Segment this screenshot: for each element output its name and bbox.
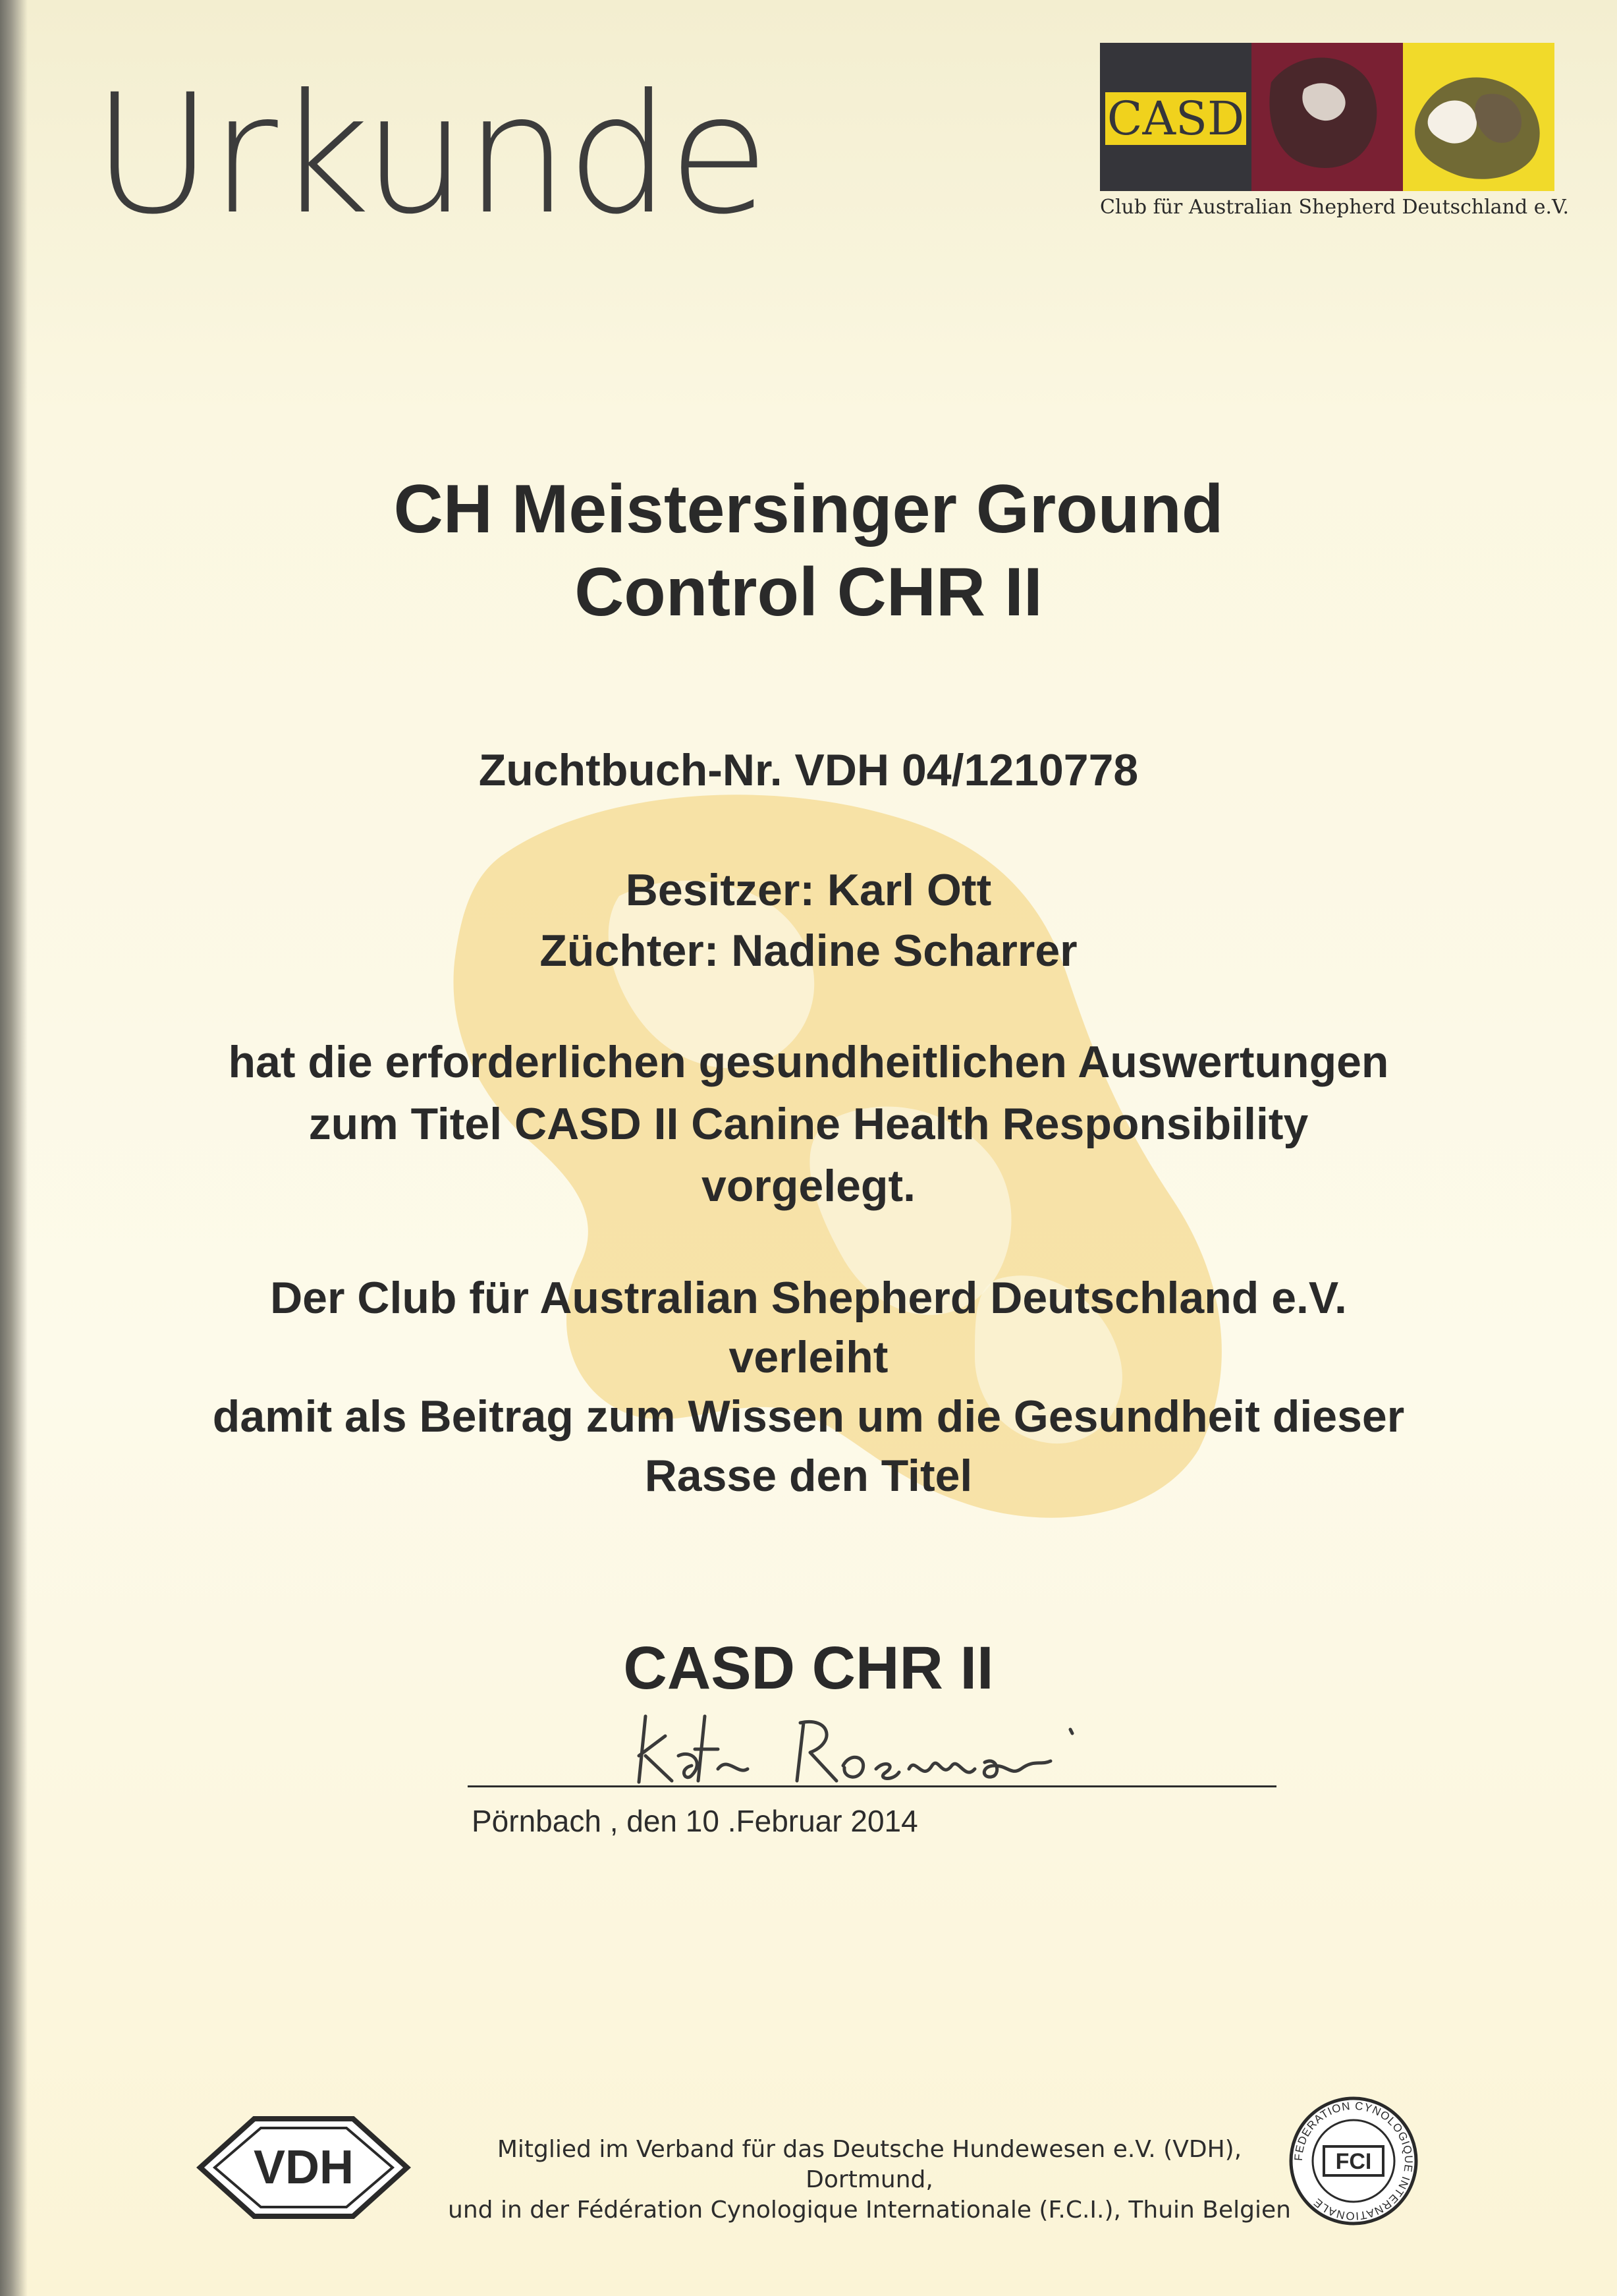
casd-logo-caption: Club für Australian Shepherd Deutschland e.V.	[1100, 196, 1569, 219]
casd-logo	[1100, 43, 1569, 219]
award-line-4: Rasse den Titel	[644, 1451, 973, 1501]
certificate-title: Urkunde	[92, 59, 767, 250]
dog-photo-icon	[1403, 43, 1554, 191]
dog-name-line-1: CH Meistersinger Ground	[393, 471, 1224, 547]
membership-note	[435, 2135, 1304, 2226]
fci-logo-text: FCI	[1335, 2149, 1372, 2174]
casd-logo-text: CASD	[1105, 92, 1246, 145]
statement-line-2: zum Titel CASD II Canine Health Responsibility	[308, 1099, 1309, 1149]
handwritten-signature	[632, 1703, 1126, 1789]
casd-logo-dark-panel	[1100, 43, 1251, 191]
statement-line-1: hat die erforderlichen gesundheitlichen Auswertungen	[228, 1037, 1389, 1087]
vdh-logo-text: VDH	[253, 2141, 354, 2194]
fci-ring-text: FEDERATION CYNOLOGIQUE INTERNATIONALE	[1292, 2099, 1415, 2223]
dog-name-line-2: Control CHR II	[574, 554, 1043, 630]
award-text	[0, 1268, 1617, 1505]
award-line-3: damit als Beitrag zum Wissen um die Gesundheit dieser	[212, 1391, 1405, 1442]
awarded-title: CASD CHR II	[623, 1635, 994, 1702]
owner-breeder-block	[0, 860, 1617, 981]
signature-line	[468, 1785, 1276, 1787]
casd-logo-red-panel	[1251, 43, 1403, 191]
studbook-number: Zuchtbuch-Nr. VDH 04/1210778	[478, 745, 1139, 795]
award-line-2: verleiht	[728, 1332, 889, 1382]
health-statement	[0, 1031, 1617, 1217]
place-and-date: Pörnbach , den 10 .Februar 2014	[472, 1804, 918, 1838]
dog-name	[0, 468, 1617, 634]
statement-line-3: vorgelegt.	[701, 1161, 916, 1211]
vdh-logo	[195, 2115, 412, 2220]
breeder: Züchter: Nadine Scharrer	[539, 926, 1078, 976]
award-line-1: Der Club für Australian Shepherd Deutschland e.V.	[270, 1273, 1347, 1323]
owner: Besitzer: Karl Ott	[625, 865, 992, 915]
membership-line-2: und in der Fédération Cynologique Internationale (F.C.I.), Thuin Belgien	[448, 2197, 1291, 2224]
membership-line-1: Mitglied im Verband für das Deutsche Hundewesen e.V. (VDH), Dortmund,	[497, 2136, 1242, 2193]
dog-photo-icon	[1251, 43, 1403, 191]
fci-logo	[1288, 2095, 1419, 2227]
casd-logo-yellow-panel	[1403, 43, 1554, 191]
